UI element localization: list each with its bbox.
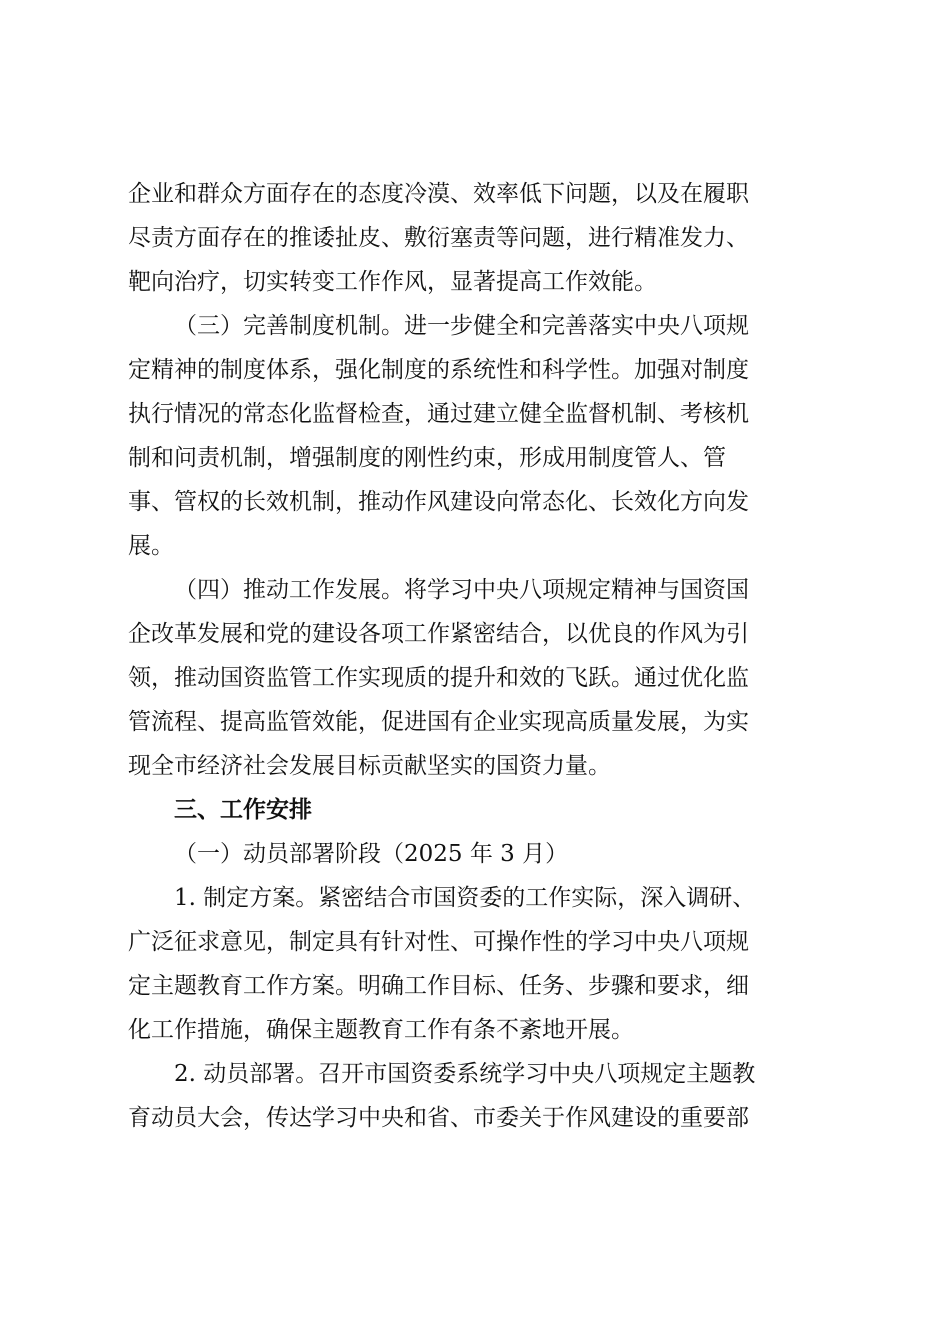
text-line: 事、管权的长效机制，推动作风建设向常态化、长效化方向发 [128, 489, 749, 515]
text-line: 定主题教育工作方案。明确工作目标、任务、步骤和要求，细 [128, 973, 749, 999]
text-line: （四）推动工作发展。将学习中央八项规定精神与国资国 [174, 577, 749, 603]
document-body [128, 172, 828, 1140]
text-line: 1. 制定方案。紧密结合市国资委的工作实际，深入调研、 [174, 885, 756, 911]
text-line: 现全市经济社会发展目标贡献坚实的国资力量。 [128, 753, 611, 779]
text-line: 企改革发展和党的建设各项工作紧密结合，以优良的作风为引 [128, 621, 749, 647]
text-line: 定精神的制度体系，强化制度的系统性和科学性。加强对制度 [128, 357, 749, 383]
text-line: （三）完善制度机制。进一步健全和完善落实中央八项规 [174, 313, 749, 339]
paragraph-improve-mechanism [128, 304, 828, 568]
text-line: 展。 [128, 533, 174, 559]
paragraph-make-plan [128, 876, 828, 1052]
section-heading: 三、工作安排 [174, 797, 312, 823]
text-line: 广泛征求意见，制定具有针对性、可操作性的学习中央八项规 [128, 929, 749, 955]
text-line: 执行情况的常态化监督检查，通过建立健全监督机制、考核机 [128, 401, 749, 427]
subheading: （一）动员部署阶段（2025 年 3 月） [174, 841, 569, 867]
text-line: 化工作措施，确保主题教育工作有条不紊地开展。 [128, 1017, 634, 1043]
paragraph-p1 [128, 172, 828, 304]
text-line: 尽责方面存在的推诿扯皮、敷衍塞责等问题，进行精准发力、 [128, 225, 749, 251]
text-line: 靶向治疗，切实转变工作作风，显著提高工作效能。 [128, 269, 657, 295]
text-line: 管流程、提高监管效能，促进国有企业实现高质量发展，为实 [128, 709, 749, 735]
text-line: 2. 动员部署。召开市国资委系统学习中央八项规定主题教 [174, 1061, 756, 1087]
text-line: 企业和群众方面存在的态度冷漠、效率低下问题，以及在履职 [128, 181, 749, 207]
subheading-mobilization [128, 832, 828, 876]
text-line: 领，推动国资监管工作实现质的提升和效的飞跃。通过优化监 [128, 665, 749, 691]
paragraph-mobilize [128, 1052, 828, 1140]
section-heading-work-arrangement [128, 788, 828, 832]
text-line: 育动员大会，传达学习中央和省、市委关于作风建设的重要部 [128, 1105, 749, 1131]
paragraph-promote-work [128, 568, 828, 788]
text-line: 制和问责机制，增强制度的刚性约束，形成用制度管人、管 [128, 445, 726, 471]
